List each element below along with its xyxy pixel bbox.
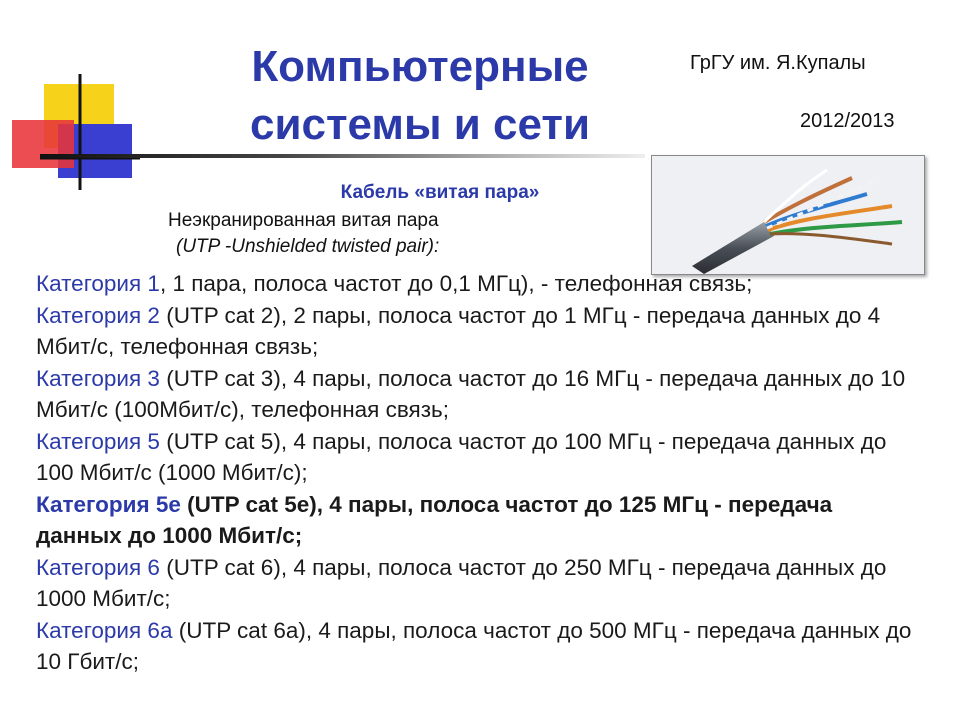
category-description: , 1 пара, полоса частот до 0,1 МГц), - телефонная связь; [159, 271, 753, 296]
category-description: (UTP cat 6), 4 пары, полоса частот до 250 МГц - передача данных до 1000 Мбит/с; [36, 554, 887, 611]
category-item-5 [36, 426, 916, 489]
page-title [200, 38, 640, 154]
category-name: Категория 5 [36, 428, 160, 454]
category-name: Категория 3 [36, 365, 160, 391]
title-line-1: Компьютерные [251, 42, 589, 91]
university-label: ГрГУ им. Я.Купалы [690, 52, 866, 74]
category-name: Категория 6 [36, 554, 160, 580]
utp-english-name: (UTP -Unshielded twisted pair): [176, 236, 440, 257]
category-description: (UTP cat 5), 4 пары, полоса частот до 100 МГц - передача данных до 100 Мбит/с (1000 Мбит/с); [36, 428, 887, 485]
header-divider [40, 154, 645, 158]
decorative-logo [0, 0, 140, 190]
academic-year: 2012/2013 [800, 110, 895, 132]
category-item-2 [36, 300, 916, 363]
utp-title: Неэкранированная витая пара [168, 210, 439, 231]
category-item-1 [36, 268, 916, 300]
category-item-6a [36, 615, 916, 678]
category-name: Категория 5е [36, 491, 181, 517]
title-line-2: системы и сети [249, 100, 590, 149]
category-description: (UTP cat 2), 2 пары, полоса частот до 1 МГц - передача данных до 4 Мбит/с, телефонная связь; [36, 302, 881, 359]
category-description: (UTP cat 3), 4 пары, полоса частот до 16 МГц - передача данных до 10 Мбит/с (100Мбит/с), телефонная связь; [36, 365, 906, 422]
category-name: Категория 6a [36, 617, 173, 643]
category-item-5e [36, 489, 916, 552]
cable-photo [651, 155, 925, 275]
category-description: (UTP cat 6a), 4 пары, полоса частот до 500 МГц - передача данных до 10 Гбит/с; [36, 617, 912, 674]
category-description: (UTP cat 5e), 4 пары, полоса частот до 125 МГц - передача данных до 1000 Мбит/с; [36, 491, 833, 548]
category-name: Категория 2 [36, 302, 160, 328]
category-item-6 [36, 552, 916, 615]
category-item-3 [36, 363, 916, 426]
category-list [36, 268, 916, 678]
category-name: Категория 1 [36, 271, 160, 296]
section-subtitle: Кабель «витая пара» [340, 182, 540, 203]
